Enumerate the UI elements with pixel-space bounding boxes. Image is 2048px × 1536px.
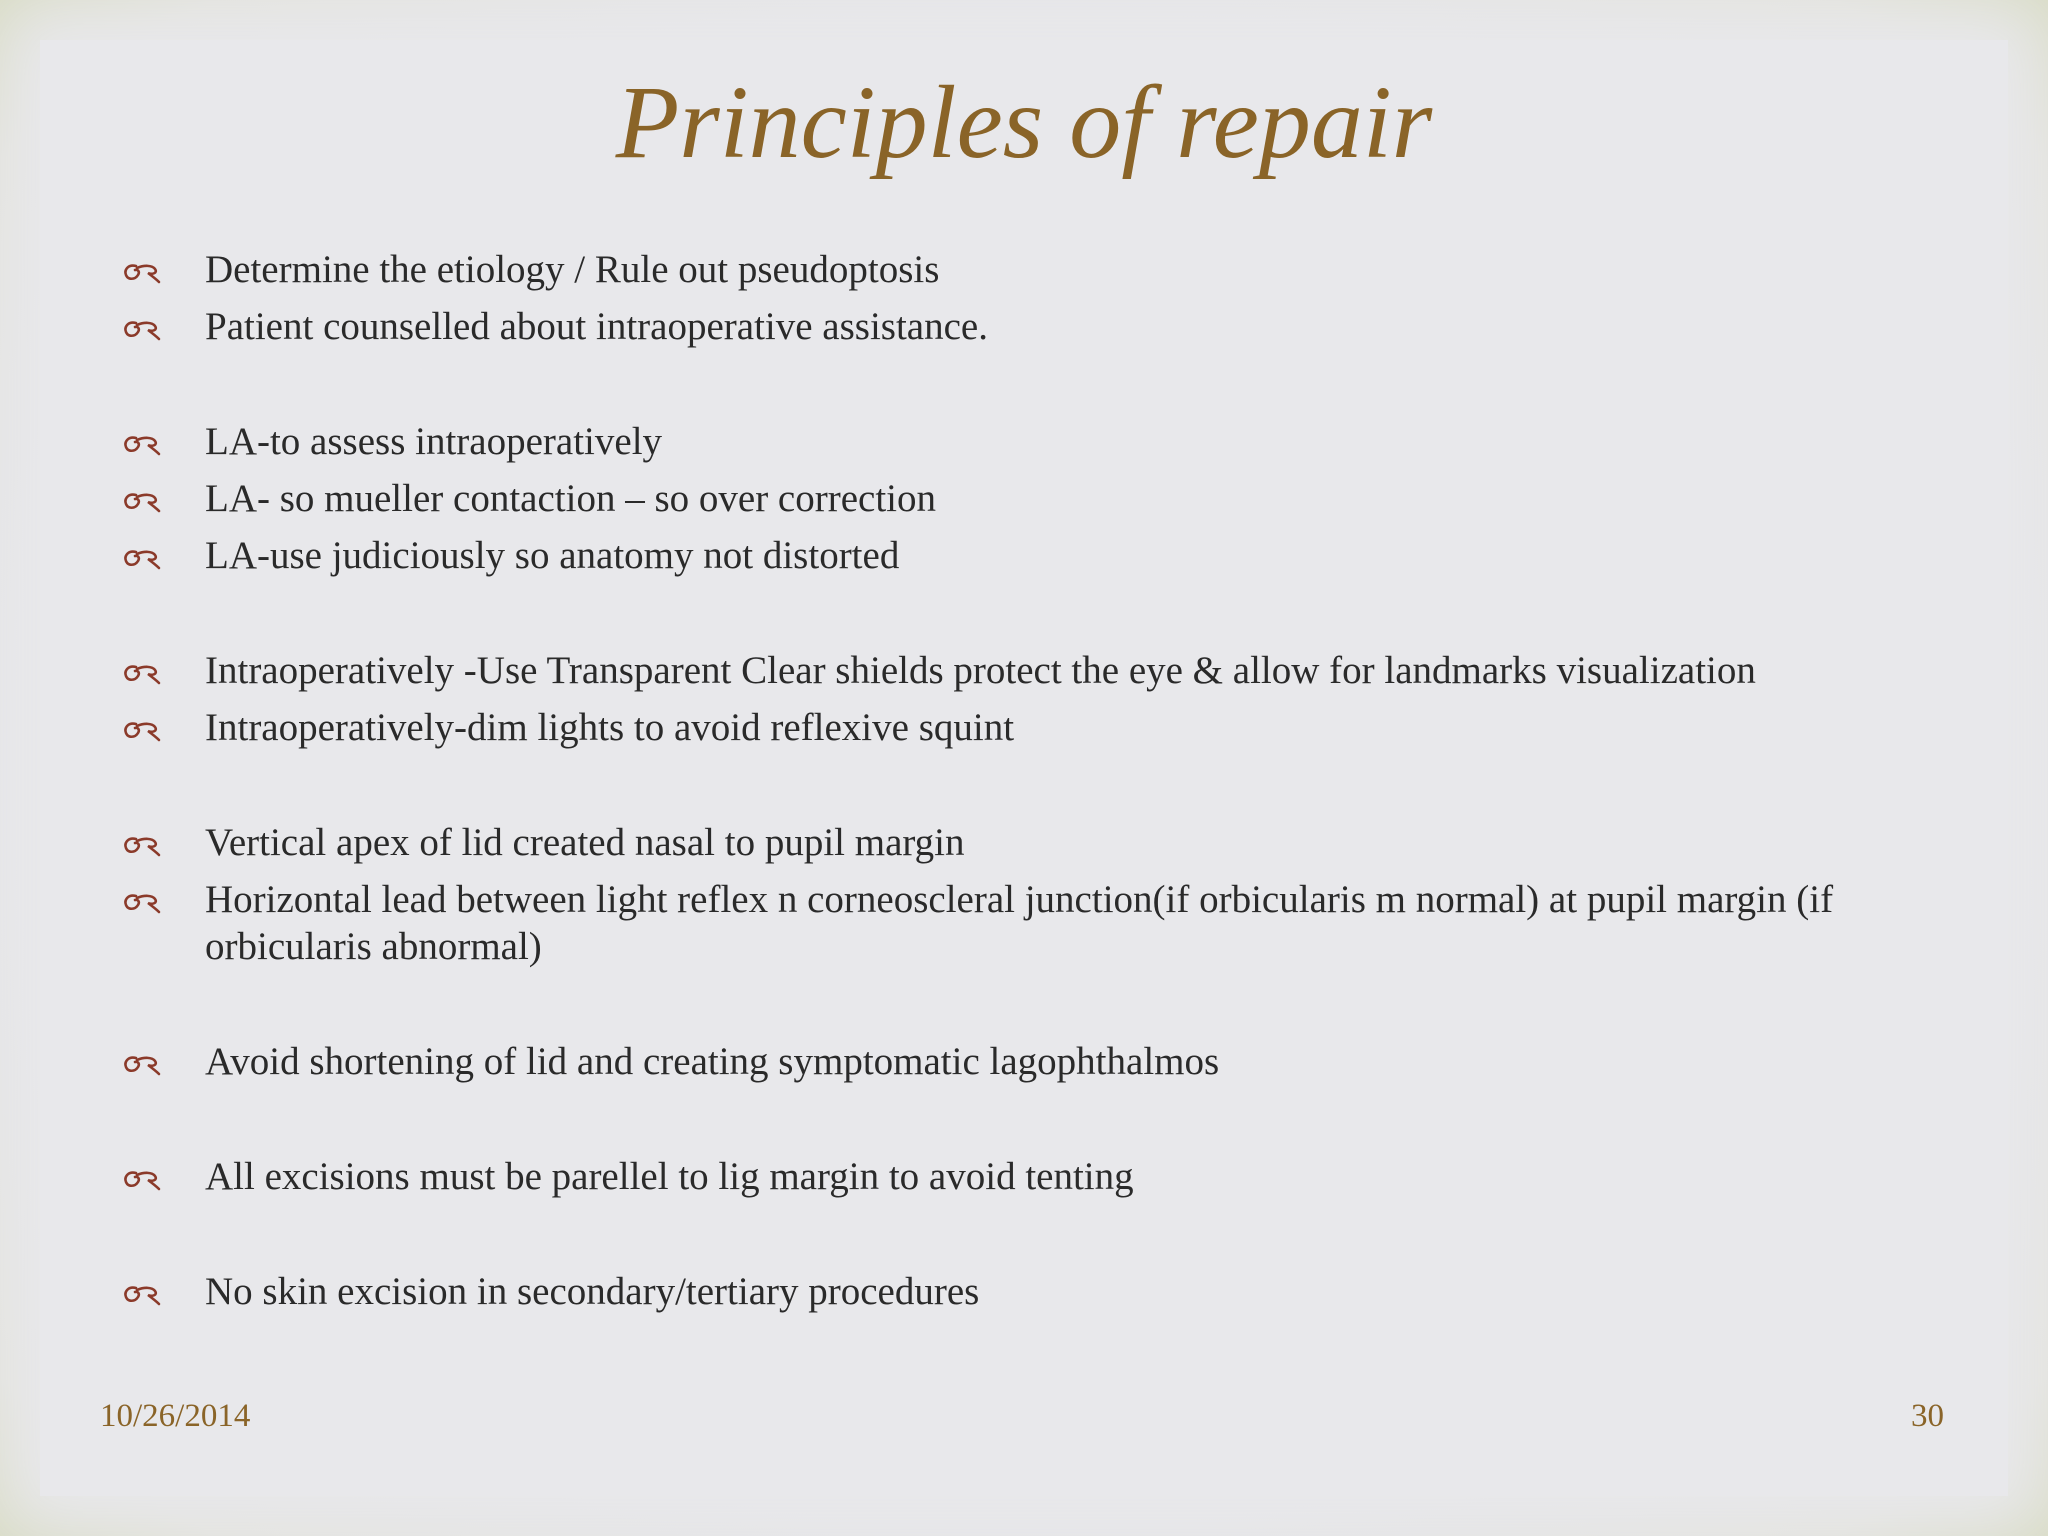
bullet-item xyxy=(120,303,1920,350)
scroll-bullet-icon xyxy=(120,532,170,579)
bullet-text: All excisions must be parellel to lig margin to avoid tenting xyxy=(205,1155,1134,1198)
bullet-text: Intraoperatively-dim lights to avoid reflexive squint xyxy=(205,706,1015,749)
bullet-item xyxy=(120,1153,1920,1200)
scroll-bullet-icon xyxy=(120,876,170,923)
scroll-bullet-icon xyxy=(120,475,170,522)
bullet-item xyxy=(120,876,1920,970)
bullet-text: Patient counselled about intraoperative assistance. xyxy=(205,305,988,348)
bullet-text: LA-to assess intraoperatively xyxy=(205,420,663,463)
bullet-text: Vertical apex of lid created nasal to pupil margin xyxy=(205,821,965,864)
scroll-bullet-icon xyxy=(120,1153,170,1200)
scroll-bullet-icon xyxy=(120,303,170,350)
bullet-item xyxy=(120,246,1920,293)
bullet-item xyxy=(120,418,1920,465)
bullet-text: No skin excision in secondary/tertiary procedures xyxy=(205,1270,980,1313)
scroll-bullet-icon xyxy=(120,819,170,866)
bullet-item xyxy=(120,532,1920,579)
scroll-bullet-icon xyxy=(120,1038,170,1085)
scroll-bullet-icon xyxy=(120,647,170,694)
bullet-text: Determine the etiology / Rule out pseudoptosis xyxy=(205,248,940,291)
scroll-bullet-icon xyxy=(120,246,170,293)
bullet-text: LA-use judiciously so anatomy not distorted xyxy=(205,534,900,577)
bullet-list xyxy=(120,246,1920,1325)
bullet-item xyxy=(120,475,1920,522)
bullet-text: LA- so mueller contaction – so over correction xyxy=(205,477,937,520)
scroll-bullet-icon xyxy=(120,704,170,751)
bullet-text: Horizontal lead between light reflex n corneoscleral junction(if orbicularis m normal) at pupil margin (if orbicularis abnormal) xyxy=(205,878,1834,968)
bullet-text: Intraoperatively -Use Transparent Clear shields protect the eye & allow for landmarks visualization xyxy=(205,649,1756,692)
bullet-item xyxy=(120,819,1920,866)
scroll-bullet-icon xyxy=(120,418,170,465)
bullet-item xyxy=(120,1268,1920,1315)
page-number: 30 xyxy=(1911,1398,1944,1434)
scroll-bullet-icon xyxy=(120,1268,170,1315)
bullet-item xyxy=(120,647,1920,694)
bullet-item xyxy=(120,1038,1920,1085)
bullet-item xyxy=(120,704,1920,751)
bullet-text: Avoid shortening of lid and creating symptomatic lagophthalmos xyxy=(205,1040,1220,1083)
footer-date: 10/26/2014 xyxy=(100,1398,251,1434)
slide-title: Principles of repair xyxy=(615,65,1433,180)
